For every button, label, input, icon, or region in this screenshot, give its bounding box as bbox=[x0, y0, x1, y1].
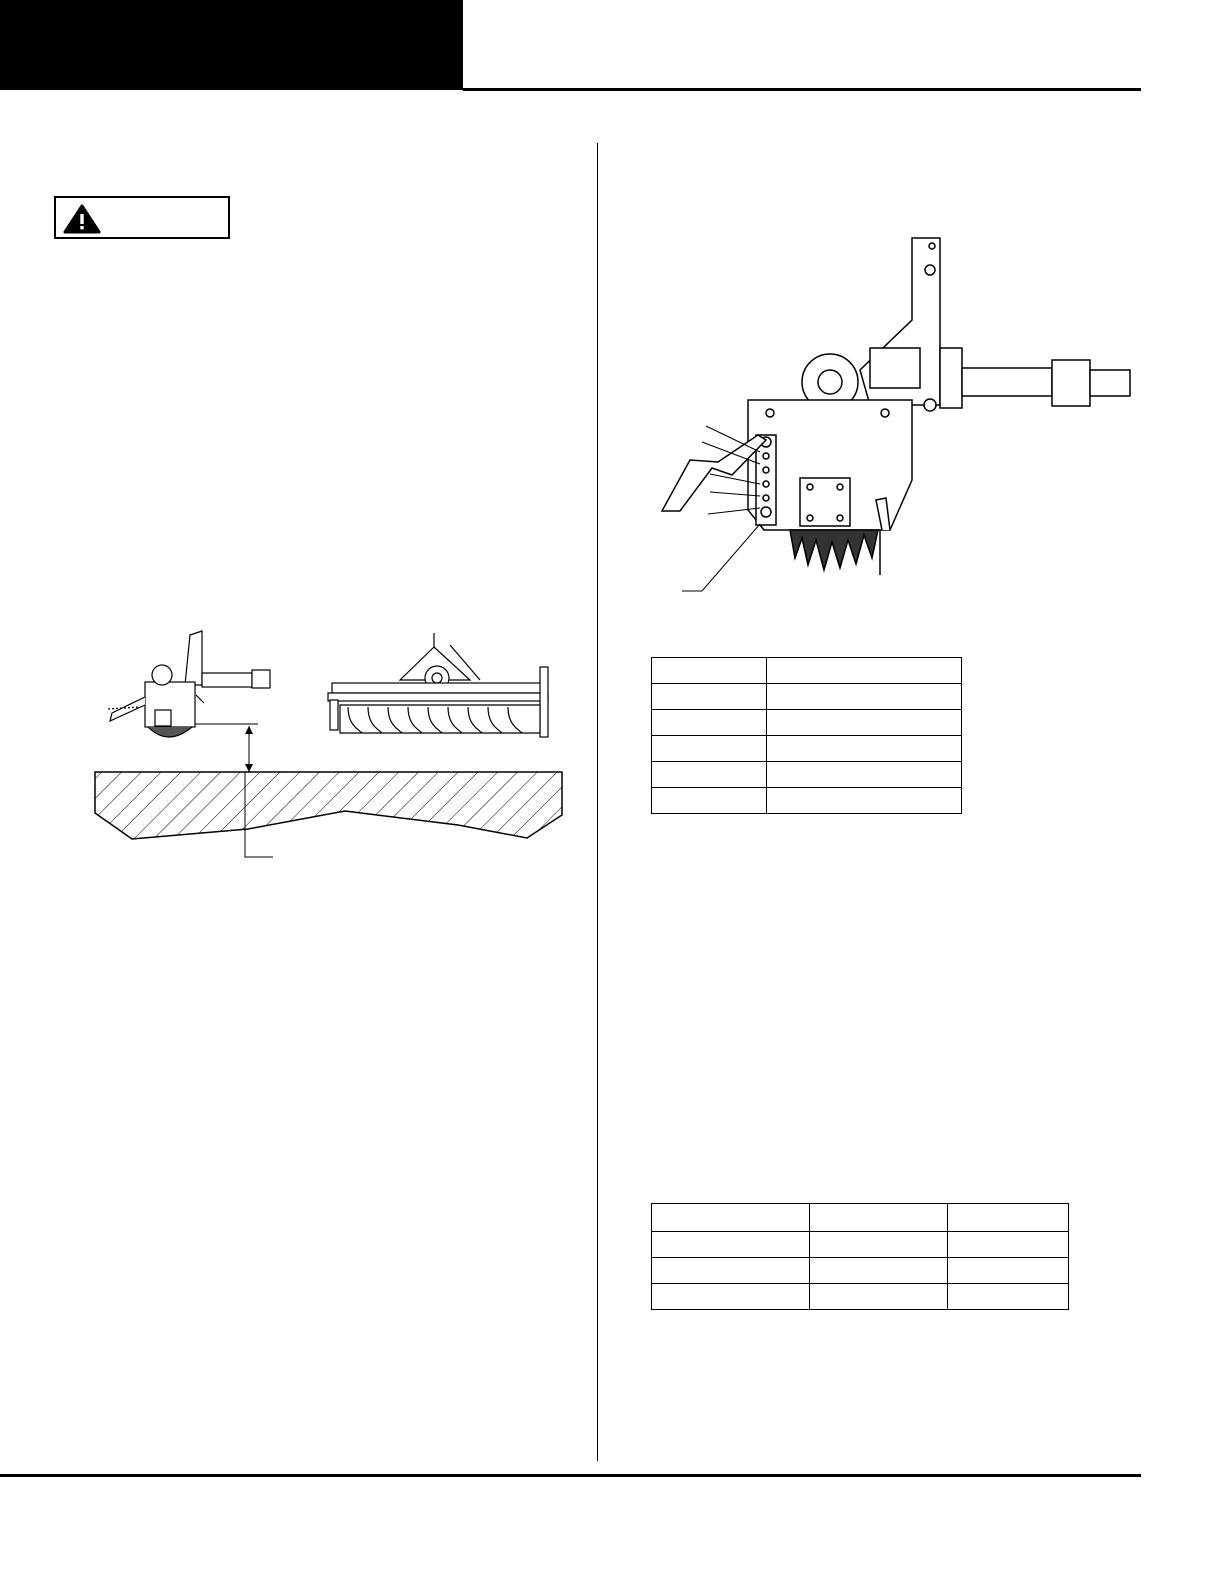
table-row bbox=[652, 658, 962, 684]
table-cell bbox=[948, 1258, 1069, 1284]
tilling-depth-figure bbox=[90, 625, 570, 865]
table-cell bbox=[652, 736, 767, 762]
table-cell bbox=[810, 1204, 948, 1232]
table-row bbox=[652, 1232, 1069, 1258]
table-cell bbox=[767, 658, 962, 684]
table-cell bbox=[948, 1204, 1069, 1232]
column-divider bbox=[597, 143, 598, 1461]
table-row bbox=[652, 736, 962, 762]
table-cell bbox=[767, 762, 962, 788]
table-cell bbox=[652, 658, 767, 684]
table-cell bbox=[652, 1284, 810, 1310]
table-cell bbox=[652, 1204, 810, 1232]
footer-rule bbox=[0, 1474, 1141, 1477]
header-rule bbox=[463, 88, 1141, 91]
tiller-rear-view bbox=[328, 633, 548, 737]
table-row bbox=[652, 684, 962, 710]
table-cell bbox=[810, 1284, 948, 1310]
table-row bbox=[652, 710, 962, 736]
table-cell bbox=[767, 788, 962, 814]
header-block bbox=[0, 0, 463, 90]
table-row bbox=[652, 762, 962, 788]
table-cell bbox=[652, 1258, 810, 1284]
table-cell bbox=[652, 710, 767, 736]
table-cell bbox=[767, 736, 962, 762]
skid-adjustment-figure bbox=[640, 230, 1160, 600]
table-cell bbox=[652, 762, 767, 788]
depth-setting-table bbox=[651, 657, 962, 814]
warning-box bbox=[54, 196, 230, 239]
table-row bbox=[652, 1258, 1069, 1284]
table-row bbox=[652, 788, 962, 814]
table-cell bbox=[767, 684, 962, 710]
table-cell bbox=[652, 788, 767, 814]
table-cell bbox=[767, 710, 962, 736]
speed-setting-table bbox=[651, 1203, 1069, 1310]
ground-section bbox=[95, 772, 562, 839]
table-cell bbox=[948, 1284, 1069, 1310]
table-row bbox=[652, 1204, 1069, 1232]
table-cell bbox=[652, 684, 767, 710]
table-cell bbox=[652, 1232, 810, 1258]
tiller-side-view bbox=[108, 631, 270, 737]
table-cell bbox=[948, 1232, 1069, 1258]
table-cell bbox=[810, 1258, 948, 1284]
table-cell bbox=[810, 1232, 948, 1258]
table-row bbox=[652, 1284, 1069, 1310]
warning-triangle-icon bbox=[62, 204, 102, 234]
